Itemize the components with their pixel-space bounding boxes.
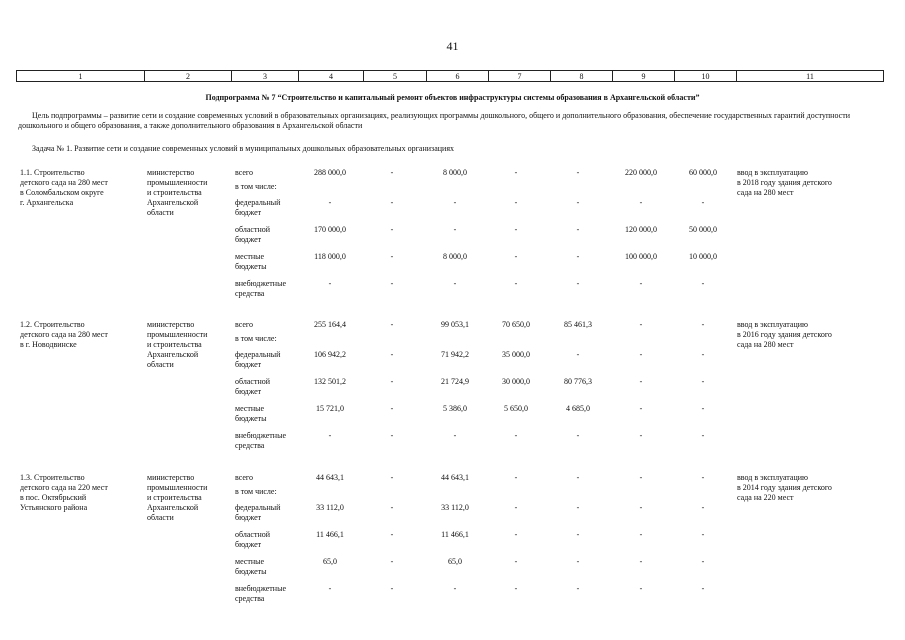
expected-result-line: сада на 280 мест bbox=[737, 340, 794, 349]
funding-value: - bbox=[390, 252, 394, 261]
responsible-executor bbox=[147, 320, 207, 370]
funding-source-label-line: бюджет bbox=[235, 540, 262, 549]
funding-value: - bbox=[639, 557, 643, 566]
funding-source-label bbox=[235, 252, 267, 272]
funding-value: - bbox=[701, 431, 705, 440]
funding-value: 15 721,0 bbox=[316, 404, 344, 413]
responsible-executor-line: промышленности bbox=[147, 483, 208, 492]
funding-value: - bbox=[390, 503, 394, 512]
funding-value: - bbox=[390, 473, 394, 482]
funding-source-label-line: областной bbox=[235, 225, 271, 234]
funding-source-label bbox=[235, 182, 277, 192]
funding-value: - bbox=[390, 279, 394, 288]
funding-value: 80 776,3 bbox=[564, 377, 592, 386]
funding-value: - bbox=[576, 279, 580, 288]
measure-name bbox=[20, 168, 108, 208]
funding-value: 71 942,2 bbox=[441, 350, 469, 359]
funding-value: 70 650,0 bbox=[502, 320, 530, 329]
funding-value: 11 466,1 bbox=[441, 530, 469, 539]
responsible-executor-line: области bbox=[147, 360, 174, 369]
funding-source-label-line: внебюджетные bbox=[235, 584, 286, 593]
subprogram-title: Подпрограмма № 7 “Строительство и капитальный ремонт объектов инфраструктуры системы образования в Архангельской области” bbox=[205, 93, 700, 102]
funding-value: - bbox=[390, 404, 394, 413]
funding-source-label-line: местные bbox=[235, 557, 265, 566]
measure-name-line: в пос. Октябрьский bbox=[20, 493, 87, 502]
funding-value: 118 000,0 bbox=[314, 252, 346, 261]
funding-value: - bbox=[639, 279, 643, 288]
funding-value: - bbox=[701, 404, 705, 413]
funding-source-label-line: областной bbox=[235, 377, 271, 386]
funding-value: 60 000,0 bbox=[689, 168, 717, 177]
funding-value: 11 466,1 bbox=[316, 530, 344, 539]
funding-source-label-line: местные bbox=[235, 404, 265, 413]
responsible-executor-line: и строительства bbox=[147, 188, 202, 197]
funding-value: - bbox=[390, 350, 394, 359]
funding-value: - bbox=[701, 557, 705, 566]
responsible-executor-line: министерство bbox=[147, 473, 195, 482]
funding-value: - bbox=[514, 530, 518, 539]
funding-source-label-line: бюджеты bbox=[235, 414, 267, 423]
funding-value: - bbox=[390, 168, 394, 177]
measure-name-line: 1.3. Строительство bbox=[20, 473, 85, 482]
funding-source-label bbox=[235, 431, 286, 451]
funding-value: 50 000,0 bbox=[689, 225, 717, 234]
funding-source-label-line: областной bbox=[235, 530, 271, 539]
program-row bbox=[0, 473, 905, 613]
expected-result bbox=[737, 473, 832, 503]
funding-source-label bbox=[235, 168, 253, 178]
funding-source-label-line: средства bbox=[235, 289, 265, 298]
measure-name-line: детского сада на 280 мест bbox=[20, 178, 108, 187]
funding-value: - bbox=[576, 431, 580, 440]
funding-value: - bbox=[576, 350, 580, 359]
funding-value: - bbox=[514, 473, 518, 482]
funding-source-label-line: внебюджетные bbox=[235, 279, 286, 288]
header-col-10: 10 bbox=[675, 71, 737, 82]
funding-value: 44 643,1 bbox=[441, 473, 469, 482]
funding-value: 8 000,0 bbox=[443, 168, 467, 177]
funding-value: - bbox=[639, 350, 643, 359]
funding-value: 99 053,1 bbox=[441, 320, 469, 329]
responsible-executor-line: министерство bbox=[147, 168, 195, 177]
funding-source-label-line: в том числе: bbox=[235, 182, 277, 191]
column-number-header bbox=[16, 70, 884, 82]
funding-value: - bbox=[514, 503, 518, 512]
measure-name-line: детского сада на 220 мест bbox=[20, 483, 108, 492]
funding-value: - bbox=[453, 279, 457, 288]
funding-source-label bbox=[235, 320, 253, 330]
funding-value: 35 000,0 bbox=[502, 350, 530, 359]
funding-source-label-line: в том числе: bbox=[235, 334, 277, 343]
funding-value: - bbox=[639, 320, 643, 329]
responsible-executor bbox=[147, 473, 207, 523]
funding-value: 288 000,0 bbox=[314, 168, 346, 177]
funding-value: - bbox=[390, 198, 394, 207]
expected-result bbox=[737, 168, 832, 198]
funding-value: 100 000,0 bbox=[625, 252, 657, 261]
funding-source-label bbox=[235, 584, 286, 604]
funding-value: 8 000,0 bbox=[443, 252, 467, 261]
header-col-9: 9 bbox=[613, 71, 675, 82]
header-col-11: 11 bbox=[737, 71, 884, 82]
header-col-5: 5 bbox=[364, 71, 427, 82]
funding-source-label-line: бюджет bbox=[235, 513, 262, 522]
funding-value: - bbox=[328, 279, 332, 288]
funding-value: 21 724,9 bbox=[441, 377, 469, 386]
funding-source-label bbox=[235, 334, 277, 344]
header-col-2: 2 bbox=[145, 71, 232, 82]
funding-value: - bbox=[453, 431, 457, 440]
measure-name bbox=[20, 473, 108, 513]
funding-value: 65,0 bbox=[323, 557, 337, 566]
program-row bbox=[0, 168, 905, 308]
expected-result-line: ввод в эксплуатацию bbox=[737, 473, 808, 482]
funding-value: - bbox=[390, 225, 394, 234]
funding-value: 65,0 bbox=[448, 557, 462, 566]
expected-result-line: сада на 280 мест bbox=[737, 188, 794, 197]
funding-value: - bbox=[701, 279, 705, 288]
page-number: 41 bbox=[446, 39, 459, 53]
funding-value: - bbox=[514, 198, 518, 207]
funding-value: 106 942,2 bbox=[314, 350, 346, 359]
funding-value: - bbox=[639, 473, 643, 482]
funding-value: - bbox=[701, 350, 705, 359]
task-heading: Задача № 1. Развитие сети и создание современных условий в муниципальных дошкольных образовательных организациях bbox=[32, 144, 454, 153]
expected-result-line: в 2018 году здания детского bbox=[737, 178, 832, 187]
funding-source-label-line: федеральный bbox=[235, 350, 281, 359]
responsible-executor-line: области bbox=[147, 513, 174, 522]
responsible-executor-line: Архангельской bbox=[147, 350, 199, 359]
funding-value: - bbox=[639, 530, 643, 539]
expected-result bbox=[737, 320, 832, 350]
funding-source-label bbox=[235, 530, 270, 550]
funding-value: - bbox=[514, 557, 518, 566]
funding-value: - bbox=[701, 198, 705, 207]
funding-value: - bbox=[639, 198, 643, 207]
funding-value: - bbox=[576, 530, 580, 539]
funding-source-label-line: всего bbox=[235, 168, 254, 177]
funding-source-label-line: бюджеты bbox=[235, 262, 267, 271]
funding-source-label bbox=[235, 198, 280, 218]
funding-source-label-line: бюджет bbox=[235, 208, 262, 217]
funding-value: - bbox=[390, 530, 394, 539]
header-col-3: 3 bbox=[232, 71, 299, 82]
funding-value: - bbox=[701, 584, 705, 593]
funding-source-label bbox=[235, 377, 270, 397]
funding-source-label-line: федеральный bbox=[235, 198, 281, 207]
expected-result-line: сада на 220 мест bbox=[737, 493, 794, 502]
responsible-executor-line: области bbox=[147, 208, 174, 217]
header-col-4: 4 bbox=[299, 71, 364, 82]
funding-value: - bbox=[514, 168, 518, 177]
funding-value: 255 164,4 bbox=[314, 320, 346, 329]
funding-value: 33 112,0 bbox=[441, 503, 469, 512]
funding-value: - bbox=[390, 377, 394, 386]
funding-value: - bbox=[390, 557, 394, 566]
funding-value: - bbox=[701, 473, 705, 482]
expected-result-line: в 2016 году здания детского bbox=[737, 330, 832, 339]
expected-result-line: в 2014 году здания детского bbox=[737, 483, 832, 492]
funding-value: - bbox=[514, 431, 518, 440]
funding-source-label bbox=[235, 487, 277, 497]
funding-source-label bbox=[235, 404, 267, 424]
funding-source-label-line: местные bbox=[235, 252, 265, 261]
funding-value: - bbox=[390, 584, 394, 593]
responsible-executor-line: и строительства bbox=[147, 493, 202, 502]
funding-value: - bbox=[701, 377, 705, 386]
funding-value: - bbox=[514, 225, 518, 234]
funding-value: 30 000,0 bbox=[502, 377, 530, 386]
funding-value: - bbox=[328, 198, 332, 207]
funding-value: 33 112,0 bbox=[316, 503, 344, 512]
program-row bbox=[0, 320, 905, 460]
funding-source-label-line: бюджеты bbox=[235, 567, 267, 576]
measure-name-line: г. Архангельска bbox=[20, 198, 74, 207]
funding-value: 220 000,0 bbox=[625, 168, 657, 177]
measure-name-line: Устьянского района bbox=[20, 503, 88, 512]
funding-value: - bbox=[576, 225, 580, 234]
funding-value: - bbox=[576, 168, 580, 177]
funding-source-label bbox=[235, 557, 267, 577]
funding-value: - bbox=[328, 431, 332, 440]
funding-source-label bbox=[235, 279, 286, 299]
funding-value: - bbox=[453, 198, 457, 207]
measure-name-line: детского сада на 280 мест bbox=[20, 330, 108, 339]
funding-value: - bbox=[639, 404, 643, 413]
funding-source-label-line: средства bbox=[235, 594, 265, 603]
funding-value: - bbox=[390, 431, 394, 440]
funding-value: - bbox=[453, 225, 457, 234]
funding-value: 44 643,1 bbox=[316, 473, 344, 482]
header-col-6: 6 bbox=[427, 71, 489, 82]
funding-value: 5 386,0 bbox=[443, 404, 467, 413]
funding-value: 85 461,3 bbox=[564, 320, 592, 329]
funding-source-label-line: внебюджетные bbox=[235, 431, 286, 440]
funding-source-label-line: бюджет bbox=[235, 360, 262, 369]
funding-value: - bbox=[514, 584, 518, 593]
funding-value: - bbox=[514, 279, 518, 288]
header-col-1: 1 bbox=[17, 71, 145, 82]
funding-value: - bbox=[701, 503, 705, 512]
funding-value: 170 000,0 bbox=[314, 225, 346, 234]
responsible-executor-line: промышленности bbox=[147, 330, 208, 339]
measure-name-line: 1.1. Строительство bbox=[20, 168, 85, 177]
funding-source-label-line: в том числе: bbox=[235, 487, 277, 496]
funding-value: 4 685,0 bbox=[566, 404, 590, 413]
funding-value: - bbox=[639, 584, 643, 593]
funding-value: - bbox=[328, 584, 332, 593]
responsible-executor-line: Архангельской bbox=[147, 198, 199, 207]
funding-value: 120 000,0 bbox=[625, 225, 657, 234]
responsible-executor bbox=[147, 168, 207, 218]
funding-source-label-line: всего bbox=[235, 320, 254, 329]
funding-source-label-line: всего bbox=[235, 473, 254, 482]
measure-name-line: в Соломбальском округе bbox=[20, 188, 104, 197]
funding-source-label-line: бюджет bbox=[235, 235, 262, 244]
funding-value: - bbox=[639, 431, 643, 440]
funding-value: - bbox=[576, 252, 580, 261]
funding-source-label-line: бюджет bbox=[235, 387, 262, 396]
funding-source-label-line: средства bbox=[235, 441, 265, 450]
funding-value: - bbox=[576, 557, 580, 566]
funding-value: - bbox=[701, 320, 705, 329]
responsible-executor-line: Архангельской bbox=[147, 503, 199, 512]
responsible-executor-line: и строительства bbox=[147, 340, 202, 349]
funding-source-label-line: федеральный bbox=[235, 503, 281, 512]
header-col-7: 7 bbox=[489, 71, 551, 82]
funding-source-label bbox=[235, 473, 253, 483]
expected-result-line: ввод в эксплуатацию bbox=[737, 168, 808, 177]
subprogram-goal: Цель подпрограммы – развитие сети и создание современных условий в образовательных организациях, реализующих программы дошкольного, общего и дополнительного образования, обеспечение государственных гарантий доступности дошкольного и общего образования, а также дополнительного образования в Архангельской области bbox=[18, 111, 850, 130]
funding-value: - bbox=[639, 377, 643, 386]
funding-value: - bbox=[576, 198, 580, 207]
funding-value: 5 650,0 bbox=[504, 404, 528, 413]
funding-value: - bbox=[639, 503, 643, 512]
measure-name bbox=[20, 320, 108, 350]
funding-source-label bbox=[235, 350, 280, 370]
expected-result-line: ввод в эксплуатацию bbox=[737, 320, 808, 329]
header-col-8: 8 bbox=[551, 71, 613, 82]
funding-value: 132 501,2 bbox=[314, 377, 346, 386]
responsible-executor-line: промышленности bbox=[147, 178, 208, 187]
measure-name-line: в г. Новодвинске bbox=[20, 340, 77, 349]
funding-value: - bbox=[701, 530, 705, 539]
funding-value: - bbox=[390, 320, 394, 329]
funding-value: - bbox=[576, 584, 580, 593]
funding-source-label bbox=[235, 225, 270, 245]
funding-value: 10 000,0 bbox=[689, 252, 717, 261]
funding-value: - bbox=[514, 252, 518, 261]
responsible-executor-line: министерство bbox=[147, 320, 195, 329]
measure-name-line: 1.2. Строительство bbox=[20, 320, 85, 329]
funding-source-label bbox=[235, 503, 280, 523]
funding-value: - bbox=[453, 584, 457, 593]
funding-value: - bbox=[576, 473, 580, 482]
funding-value: - bbox=[576, 503, 580, 512]
